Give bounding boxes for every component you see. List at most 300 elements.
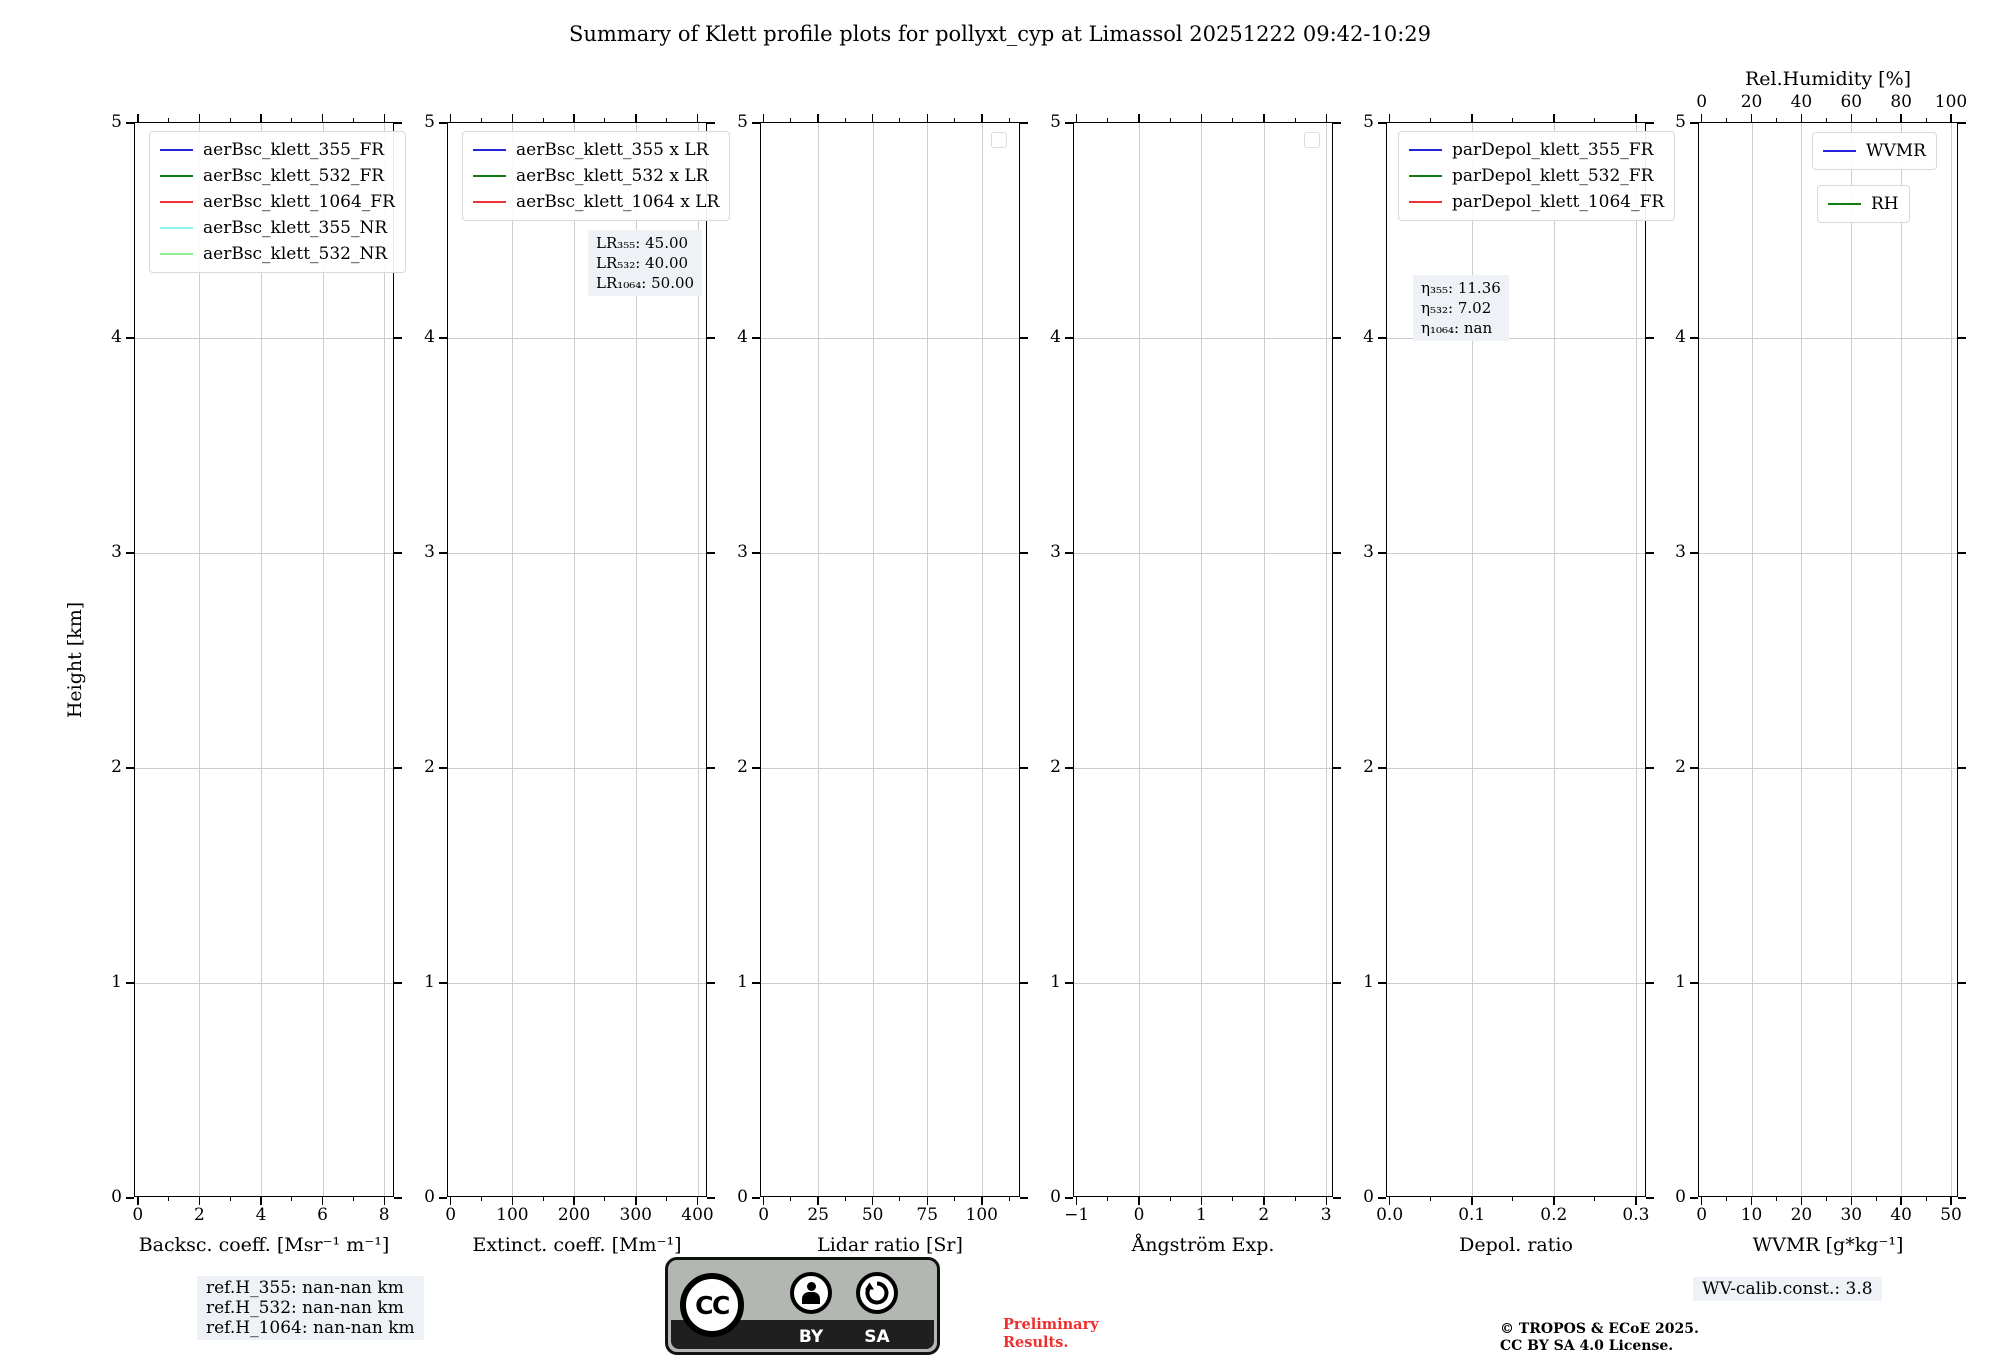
y-tick-major xyxy=(1378,982,1386,984)
gridline-horizontal xyxy=(1699,983,1957,984)
x-tick-major xyxy=(260,1197,262,1205)
y-tick-label: 2 xyxy=(1363,757,1374,777)
gridline-horizontal xyxy=(1074,338,1332,339)
x-tick-major-top xyxy=(450,114,452,122)
x-tick-label: 1 xyxy=(1195,1205,1207,1225)
x-tick-major-top xyxy=(1751,114,1753,122)
legend-depol xyxy=(1398,131,1675,221)
gridline-horizontal xyxy=(448,553,706,554)
x-tick-major-top xyxy=(1635,114,1637,122)
x-tick-label: 2 xyxy=(1258,1205,1270,1225)
legend-item xyxy=(473,163,719,189)
x-tick-label: 4 xyxy=(255,1205,267,1225)
x-tick-major-top xyxy=(1900,114,1902,122)
x-tick-minor xyxy=(543,1197,544,1202)
y-tick-label: 0 xyxy=(111,1187,122,1207)
x-axis-label: Depol. ratio xyxy=(1459,1234,1573,1256)
gridline-vertical xyxy=(384,123,385,1196)
x-tick-minor-top xyxy=(790,118,791,123)
legend-line-sample-green xyxy=(1828,203,1861,205)
x-tick-minor xyxy=(481,1197,482,1202)
y-tick-label: 5 xyxy=(1675,112,1686,132)
x-tick-minor-top xyxy=(1107,118,1108,123)
x-tick-label: 40 xyxy=(1890,1205,1912,1225)
y-tick-major xyxy=(1690,337,1698,339)
x-tick-minor-top xyxy=(1926,118,1927,123)
x-tick-major xyxy=(1326,1197,1328,1205)
x-axis-label: WVMR [g*kg⁻¹] xyxy=(1752,1234,1904,1256)
x-tick-label: 0 xyxy=(132,1205,144,1225)
y-tick-major xyxy=(1378,767,1386,769)
legend-line-sample-green xyxy=(160,175,193,177)
x-tick-minor-top xyxy=(543,118,544,123)
legend-line-sample-red xyxy=(473,201,506,203)
x-tick-label: 0.0 xyxy=(1376,1205,1404,1225)
gridline-horizontal xyxy=(135,768,393,769)
legend-item-label: parDepol_klett_355_FR xyxy=(1452,140,1654,160)
x-tick-minor xyxy=(954,1197,955,1202)
x-tick-major xyxy=(137,1197,139,1205)
y-tick-major xyxy=(126,767,134,769)
legend-item-label: aerBsc_klett_532 x LR xyxy=(516,166,709,186)
x-tick-major xyxy=(450,1197,452,1205)
x-tick-major-top xyxy=(260,114,262,122)
x-tick-label: 0.3 xyxy=(1622,1205,1650,1225)
x-tick-major-top xyxy=(635,114,637,122)
y-tick-label: 4 xyxy=(737,327,748,347)
cc-sa-label: SA xyxy=(864,1327,890,1347)
gridline-horizontal xyxy=(1074,553,1332,554)
x-tick-major xyxy=(1138,1197,1140,1205)
legend-line-sample-red xyxy=(1409,201,1442,203)
y-tick-major xyxy=(1958,767,1966,769)
x-tick-major xyxy=(1950,1197,1952,1205)
y-tick-label: 3 xyxy=(111,542,122,562)
y-tick-major xyxy=(439,337,447,339)
y-tick-label: 3 xyxy=(1363,542,1374,562)
x-tick-minor xyxy=(1726,1197,1727,1202)
x-tick-label: 75 xyxy=(916,1205,939,1225)
x-tick-label: 100 xyxy=(965,1205,998,1225)
y-tick-major xyxy=(439,982,447,984)
x-tick-major-top xyxy=(927,114,929,122)
y-tick-major xyxy=(126,552,134,554)
y-tick-label: 3 xyxy=(424,542,435,562)
gridline-horizontal xyxy=(761,338,1019,339)
x-tick-major-top xyxy=(1553,114,1555,122)
annotation-line: LR₅₃₂: 40.00 xyxy=(596,254,689,272)
x-tick-major xyxy=(981,1197,983,1205)
y-tick-label: 4 xyxy=(1675,327,1686,347)
y-tick-label: 0 xyxy=(737,1187,748,1207)
y-tick-major xyxy=(126,982,134,984)
y-tick-major xyxy=(1690,552,1698,554)
x-tick-minor xyxy=(291,1197,292,1202)
x-tick-major xyxy=(817,1197,819,1205)
y-tick-label: 1 xyxy=(1363,972,1374,992)
preliminary-line-1: Preliminary xyxy=(1003,1316,1099,1333)
legend-line-sample-blue xyxy=(1823,150,1856,152)
x-tick-major xyxy=(1389,1197,1391,1205)
legend-line-sample-cyan xyxy=(160,227,193,229)
y-tick-major xyxy=(439,767,447,769)
gridline-horizontal xyxy=(135,553,393,554)
legend-extinction xyxy=(462,131,730,221)
x-tick-minor xyxy=(845,1197,846,1202)
x-tick-minor-top xyxy=(845,118,846,123)
x-axis-label: Extinct. coeff. [Mm⁻¹] xyxy=(472,1234,682,1256)
x-tick-label: 100 xyxy=(496,1205,529,1225)
x-tick-major xyxy=(1201,1197,1203,1205)
x-tick-minor-top xyxy=(954,118,955,123)
legend-item-label: RH xyxy=(1871,194,1899,214)
legend-empty-box xyxy=(1304,132,1320,148)
legend-item-label: WVMR xyxy=(1866,141,1926,161)
x-tick-major xyxy=(872,1197,874,1205)
panel-backscatter xyxy=(111,112,395,1256)
figure-title: Summary of Klett profile plots for pollyxt_cyp at Limassol 20251222 09:42-10:29 xyxy=(568,22,1431,46)
x-tick-label: 200 xyxy=(557,1205,591,1225)
y-tick-major xyxy=(1065,122,1073,124)
gridline-horizontal xyxy=(448,768,706,769)
x-tick-major xyxy=(635,1197,637,1205)
x-tick-minor-top xyxy=(1726,118,1727,123)
legend-line-sample-green xyxy=(473,175,506,177)
ref-height-note xyxy=(197,1276,424,1340)
x-tick-major-top xyxy=(137,114,139,122)
gridline-horizontal xyxy=(761,768,1019,769)
legend-item-label: aerBsc_klett_532_NR xyxy=(203,244,388,264)
x-tick-minor xyxy=(1776,1197,1777,1202)
copyright-line-1: © TROPOS & ECoE 2025. xyxy=(1500,1321,1699,1337)
x-tick-major-top xyxy=(322,114,324,122)
x-tick-minor-top xyxy=(1512,118,1513,123)
legend-rh xyxy=(1817,185,1910,223)
gridline-vertical xyxy=(1201,123,1202,1196)
y-tick-label: 4 xyxy=(111,327,122,347)
x-tick-minor xyxy=(1295,1197,1296,1202)
y-tick-major xyxy=(439,122,447,124)
x-tick-minor-top xyxy=(604,118,605,123)
y-tick-label: 3 xyxy=(737,542,748,562)
x-tick-minor-top xyxy=(1232,118,1233,123)
x-tick-label: 300 xyxy=(619,1205,652,1225)
x-tick-major xyxy=(927,1197,929,1205)
x-tick-minor xyxy=(1826,1197,1827,1202)
x-tick-major-top xyxy=(1851,114,1853,122)
legend-item xyxy=(160,189,395,215)
y-tick-label: 2 xyxy=(1675,757,1686,777)
wv-calib-note: WV-calib.const.: 3.8 xyxy=(1693,1277,1882,1301)
y-tick-major xyxy=(1958,1197,1966,1199)
x-tick-minor xyxy=(168,1197,169,1202)
y-tick-label: 4 xyxy=(424,327,435,347)
x-tick-label: 3 xyxy=(1320,1205,1332,1225)
x-tick-label: 25 xyxy=(807,1205,829,1225)
y-tick-major xyxy=(752,122,760,124)
legend-item xyxy=(473,137,719,163)
gridline-vertical xyxy=(1554,123,1555,1196)
y-tick-label: 3 xyxy=(1050,542,1061,562)
gridline-vertical xyxy=(982,123,983,1196)
annotation-line: η₁₀₆₄: nan xyxy=(1421,319,1493,337)
x-tick-label: 0 xyxy=(445,1205,457,1225)
x-tick-minor-top xyxy=(1430,118,1431,123)
circular-arrow-icon xyxy=(864,1280,890,1306)
gridline-vertical xyxy=(1139,123,1140,1196)
y-tick-label: 5 xyxy=(111,112,122,132)
gridline-horizontal xyxy=(448,983,706,984)
legend-item xyxy=(160,137,395,163)
y-tick-major xyxy=(1378,1197,1386,1199)
x-tick-label: 50 xyxy=(1940,1205,1962,1225)
x-tick-label: 8 xyxy=(378,1205,390,1225)
gridline-vertical xyxy=(512,123,513,1196)
legend-empty-box xyxy=(991,132,1007,148)
gridline-horizontal xyxy=(1074,983,1332,984)
y-tick-major xyxy=(752,1197,760,1199)
y-tick-label: 0 xyxy=(1675,1187,1686,1207)
legend-item xyxy=(160,163,395,189)
y-tick-label: 3 xyxy=(1675,542,1686,562)
y-tick-major xyxy=(752,767,760,769)
legend-line-sample-green xyxy=(1409,175,1442,177)
x-tick-minor-top xyxy=(666,118,667,123)
x-tick-minor xyxy=(790,1197,791,1202)
gridline-horizontal xyxy=(1699,768,1957,769)
legend-item-label: aerBsc_klett_355 x LR xyxy=(516,140,709,160)
x-tick-minor-top xyxy=(899,118,900,123)
x-tick-label: 0 xyxy=(1696,1205,1708,1225)
x-tick-minor xyxy=(353,1197,354,1202)
y-tick-major xyxy=(1065,982,1073,984)
x-tick-label: 0 xyxy=(758,1205,770,1225)
x-tick-major xyxy=(199,1197,201,1205)
legend-line-sample-blue xyxy=(160,149,193,151)
x-tick-major xyxy=(322,1197,324,1205)
cc-by-label: BY xyxy=(798,1327,824,1347)
y-tick-label: 2 xyxy=(737,757,748,777)
y-tick-major xyxy=(1378,552,1386,554)
legend-item xyxy=(160,215,395,241)
x-tick-major-top xyxy=(1138,114,1140,122)
gridline-vertical xyxy=(873,123,874,1196)
x-tick-minor-top xyxy=(1295,118,1296,123)
copyright-line-2: CC BY SA 4.0 License. xyxy=(1500,1338,1674,1354)
top-tick-label: 20 xyxy=(1740,92,1763,112)
y-tick-label: 2 xyxy=(111,757,122,777)
preliminary-results-note xyxy=(1003,1316,1099,1352)
gridline-horizontal xyxy=(448,338,706,339)
x-tick-major-top xyxy=(573,114,575,122)
copyright-note xyxy=(1500,1321,1699,1355)
y-tick-major xyxy=(752,982,760,984)
legend-item xyxy=(473,189,719,215)
x-tick-minor xyxy=(604,1197,605,1202)
y-tick-major xyxy=(1690,1197,1698,1199)
x-tick-minor-top xyxy=(353,118,354,123)
gridline-vertical xyxy=(199,123,200,1196)
y-tick-major xyxy=(752,337,760,339)
x-tick-minor-top xyxy=(1876,118,1877,123)
x-tick-major-top xyxy=(763,114,765,122)
y-tick-major xyxy=(1690,982,1698,984)
x-tick-minor-top xyxy=(481,118,482,123)
y-tick-major xyxy=(1958,337,1966,339)
gridline-vertical xyxy=(1264,123,1265,1196)
x-tick-minor-top xyxy=(1826,118,1827,123)
x-tick-major xyxy=(512,1197,514,1205)
y-tick-label: 1 xyxy=(111,972,122,992)
cc-sa-arrow-icon xyxy=(856,1272,898,1314)
x-tick-minor xyxy=(1876,1197,1877,1202)
x-tick-major-top xyxy=(817,114,819,122)
x-tick-major xyxy=(1851,1197,1853,1205)
x-tick-minor xyxy=(666,1197,667,1202)
legend-item-label: aerBsc_klett_355_NR xyxy=(203,218,388,238)
annotation-extinction xyxy=(588,230,702,296)
x-tick-major xyxy=(1701,1197,1703,1205)
gridline-vertical xyxy=(1326,123,1327,1196)
y-tick-label: 5 xyxy=(737,112,748,132)
y-tick-major xyxy=(126,337,134,339)
x-tick-major xyxy=(573,1197,575,1205)
gridline-vertical xyxy=(574,123,575,1196)
x-tick-major xyxy=(384,1197,386,1205)
y-tick-label: 5 xyxy=(1050,112,1061,132)
y-axis-label: Height [km] xyxy=(64,601,86,719)
x-tick-major xyxy=(697,1197,699,1205)
y-tick-major xyxy=(1958,982,1966,984)
x-tick-minor xyxy=(1430,1197,1431,1202)
panel-lidar-ratio xyxy=(737,112,1020,1256)
x-tick-major-top xyxy=(1950,114,1952,122)
panel-wvmr xyxy=(1675,68,1968,1256)
y-tick-label: 0 xyxy=(424,1187,435,1207)
legend-item-label: aerBsc_klett_1064 x LR xyxy=(516,192,720,212)
gridline-vertical xyxy=(818,123,819,1196)
x-tick-major-top xyxy=(1701,114,1703,122)
y-tick-label: 5 xyxy=(424,112,435,132)
y-tick-label: 1 xyxy=(1050,972,1061,992)
y-tick-major xyxy=(439,552,447,554)
legend-line-sample-lightgreen xyxy=(160,253,193,255)
x-tick-label: 400 xyxy=(681,1205,714,1225)
annotation-depol xyxy=(1413,275,1509,341)
y-tick-major xyxy=(1378,337,1386,339)
gridline-horizontal xyxy=(1699,553,1957,554)
x-tick-minor-top xyxy=(168,118,169,123)
x-tick-label: 0.2 xyxy=(1540,1205,1568,1225)
x-tick-major xyxy=(1263,1197,1265,1205)
x-tick-label: −1 xyxy=(1064,1205,1090,1225)
legend-item-label: aerBsc_klett_532_FR xyxy=(203,166,385,186)
gridline-vertical xyxy=(1752,123,1753,1196)
y-tick-label: 0 xyxy=(1050,1187,1061,1207)
top-tick-label: 80 xyxy=(1890,92,1912,112)
x-tick-label: 50 xyxy=(861,1205,884,1225)
person-icon xyxy=(801,1282,821,1304)
gridline-vertical xyxy=(261,123,262,1196)
top-tick-label: 100 xyxy=(1934,92,1968,112)
gridline-horizontal xyxy=(761,553,1019,554)
x-tick-label: 0 xyxy=(1133,1205,1145,1225)
gridline-horizontal xyxy=(761,983,1019,984)
x-tick-minor xyxy=(230,1197,231,1202)
annotation-line: LR₃₅₅: 45.00 xyxy=(596,234,689,252)
x-tick-major-top xyxy=(1471,114,1473,122)
x-tick-label: 30 xyxy=(1840,1205,1863,1225)
y-tick-label: 2 xyxy=(424,757,435,777)
x-tick-label: 6 xyxy=(317,1205,328,1225)
y-tick-label: 2 xyxy=(1050,757,1061,777)
gridline-vertical xyxy=(927,123,928,1196)
ref-height-355: ref.H_355: nan-nan km xyxy=(206,1278,404,1298)
x-tick-major-top xyxy=(1201,114,1203,122)
x-tick-minor-top xyxy=(1776,118,1777,123)
cc-icon: CC xyxy=(680,1273,744,1337)
ref-height-1064: ref.H_1064: nan-nan km xyxy=(206,1318,415,1338)
gridline-vertical xyxy=(1801,123,1802,1196)
legend-item xyxy=(1409,163,1664,189)
x-tick-minor xyxy=(1926,1197,1927,1202)
gridline-vertical xyxy=(1901,123,1902,1196)
y-tick-major xyxy=(1065,337,1073,339)
gridline-vertical xyxy=(1851,123,1852,1196)
y-tick-major xyxy=(1378,122,1386,124)
legend-wvmr xyxy=(1812,132,1937,170)
gridline-horizontal xyxy=(1074,768,1332,769)
y-tick-major xyxy=(1958,552,1966,554)
legend-line-sample-red xyxy=(160,201,193,203)
x-tick-minor xyxy=(1512,1197,1513,1202)
y-tick-label: 1 xyxy=(1675,972,1686,992)
x-tick-major xyxy=(1635,1197,1637,1205)
cc-by-sa-badge xyxy=(665,1257,940,1355)
top-tick-label: 60 xyxy=(1840,92,1863,112)
x-tick-minor-top xyxy=(1170,118,1171,123)
x-axis-label: Lidar ratio [Sr] xyxy=(817,1234,963,1256)
x-tick-label: 2 xyxy=(193,1205,205,1225)
x-axis-label: Backsc. coeff. [Msr⁻¹ m⁻¹] xyxy=(138,1234,390,1256)
panel-extinction xyxy=(424,112,720,1256)
x-tick-label: 10 xyxy=(1740,1205,1763,1225)
gridline-vertical xyxy=(323,123,324,1196)
x-tick-major-top xyxy=(1801,114,1803,122)
x-tick-minor-top xyxy=(291,118,292,123)
legend-item xyxy=(1409,137,1664,163)
x-tick-major xyxy=(1553,1197,1555,1205)
x-tick-minor-top xyxy=(1009,118,1010,123)
x-tick-minor xyxy=(899,1197,900,1202)
x-tick-major-top xyxy=(1263,114,1265,122)
x-tick-major-top xyxy=(697,114,699,122)
gridline-horizontal xyxy=(1387,983,1645,984)
x-tick-minor xyxy=(1170,1197,1171,1202)
y-tick-label: 4 xyxy=(1363,327,1374,347)
gridline-vertical xyxy=(1951,123,1952,1196)
x-tick-minor xyxy=(1009,1197,1010,1202)
legend-item-label: aerBsc_klett_355_FR xyxy=(203,140,385,160)
y-tick-major xyxy=(1065,552,1073,554)
x-tick-major-top xyxy=(1389,114,1391,122)
y-tick-label: 1 xyxy=(424,972,435,992)
gridline-vertical xyxy=(1636,123,1637,1196)
x-tick-major xyxy=(1471,1197,1473,1205)
gridline-horizontal xyxy=(1699,338,1957,339)
annotation-line: η₃₅₅: 11.36 xyxy=(1421,279,1501,297)
x-tick-major-top xyxy=(512,114,514,122)
